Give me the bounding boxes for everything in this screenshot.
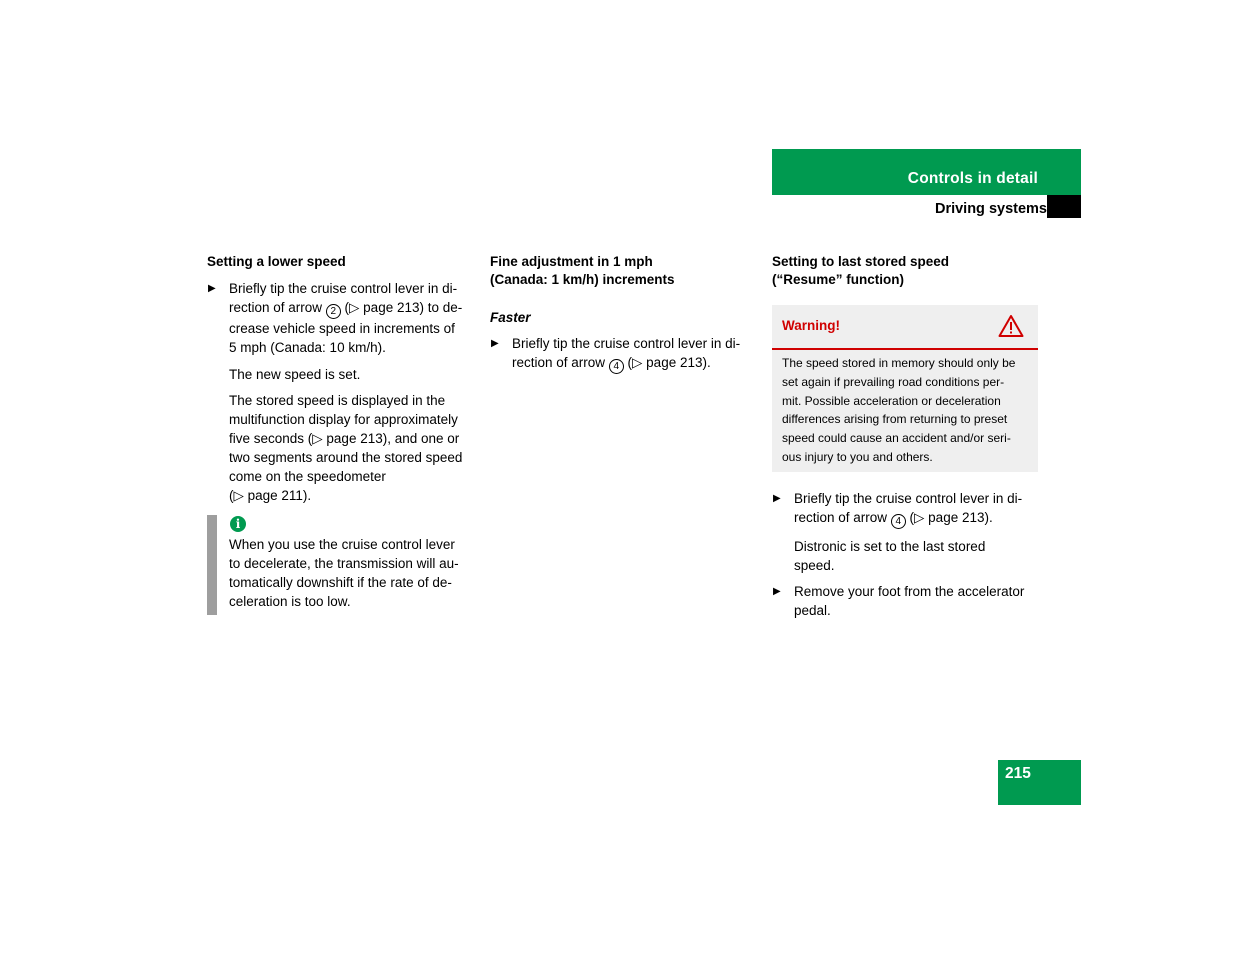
section-header-bar [772, 149, 1081, 195]
list-item: ▶ Remove your foot from the accelerator pedal. [773, 584, 1025, 618]
column-resume-steps [772, 489, 1038, 620]
paragraph: The new speed is set. [229, 367, 361, 382]
warning-label: Warning! [782, 318, 840, 333]
bullet-arrow-icon: ▶ [773, 493, 781, 504]
arrow-number-badge: 2 [326, 304, 341, 319]
column-lower-speed [207, 253, 473, 505]
list-item: ▶ Briefly tip the cruise control lever in di- rection of arrow 4 (▷ page 213). [773, 491, 1023, 527]
list-item: ▶ Briefly tip the cruise control lever in di- rection of arrow 2 (▷ page 213) to de- crease vehicle speed in increments of 5 mph (Canada: 10 km/h). [208, 281, 463, 355]
bullet-arrow-icon: ▶ [208, 283, 216, 294]
paragraph: The stored speed is displayed in the multifunction display for approximately five seconds (▷ page 213), and one or two segments around the stored speed come on the speedometer (▷ page 211). [229, 393, 463, 503]
warning-triangle-icon [998, 314, 1024, 341]
warning-text: The speed stored in memory should only be set again if prevailing road conditions per- mit. Possible acceleration or deceleration differences arising from returning to preset speed could cause an accident and/or seri- ous injury to you and others. [782, 356, 1016, 464]
info-icon: i [230, 516, 246, 532]
warning-box [772, 305, 1038, 472]
header-marker-block [1047, 195, 1081, 218]
bullet-arrow-icon: ▶ [773, 586, 781, 597]
subheading-faster: Faster [490, 310, 531, 325]
subsection-title: Driving systems [934, 201, 1047, 217]
bullet-arrow-icon: ▶ [491, 338, 499, 349]
page-number: 215 [1005, 765, 1031, 782]
arrow-number-badge: 4 [891, 514, 906, 529]
paragraph: Distronic is set to the last stored speed. [794, 539, 986, 573]
heading-fine-adjustment: Fine adjustment in 1 mph (Canada: 1 km/h) increments [490, 254, 675, 287]
list-item: ▶ Briefly tip the cruise control lever in di- rection of arrow 4 (▷ page 213). [491, 336, 741, 372]
info-side-bar [207, 515, 217, 615]
heading-resume: Setting to last stored speed (“Resume” function) [772, 254, 950, 287]
page-number-box [998, 760, 1081, 805]
heading-lower-speed: Setting a lower speed [207, 254, 346, 269]
section-title: Controls in detail [907, 170, 1038, 187]
column-fine-adjustment [490, 253, 756, 374]
arrow-number-badge: 4 [609, 359, 624, 374]
info-note [207, 515, 473, 615]
column-resume [772, 253, 1038, 289]
info-text: When you use the cruise control lever to decelerate, the transmission will au- tomatically downshift if the rate of de- celeration is too low. [229, 537, 459, 609]
